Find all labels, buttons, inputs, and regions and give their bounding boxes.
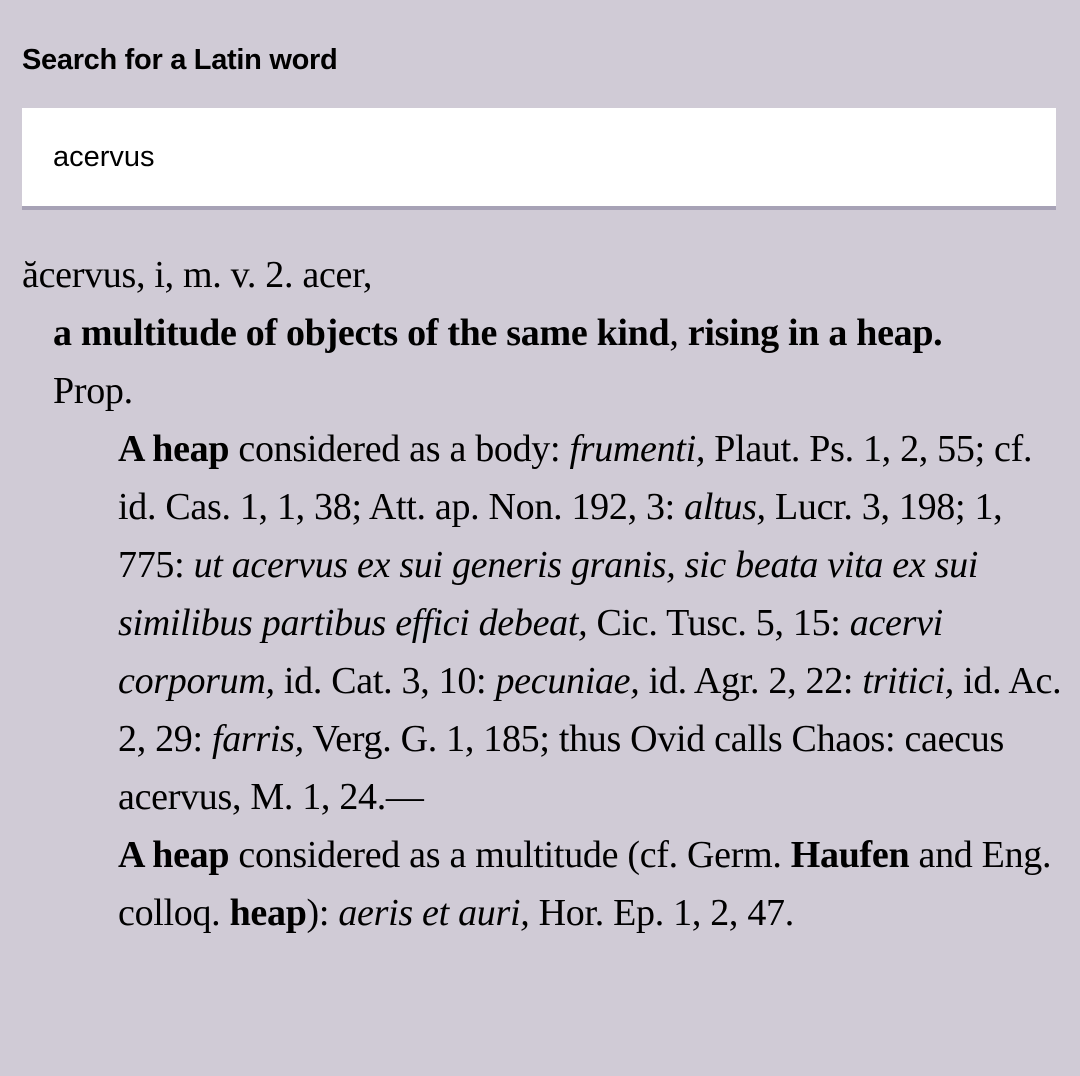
latin-citation: frumenti, (569, 428, 706, 470)
sense-label: Prop. (53, 370, 133, 412)
sense-text: id. Ac. 2, 29: (118, 660, 1062, 760)
latin-citation: aeris et auri, (338, 892, 530, 934)
sense-text: id. Cat. 3, 10: (274, 660, 496, 702)
sense-text: considered as a body: (229, 428, 570, 470)
sense-text: id. Agr. 2, 22: (639, 660, 863, 702)
sense-text: Plaut. Ps. 1, 2, 55; cf. id. Cas. 1, 1, 38; Att. ap. Non. 192, 3: (118, 428, 1033, 528)
sense-paragraph (22, 420, 1072, 826)
search-label: Search for a Latin word (22, 44, 338, 76)
definition-part: rising in a heap. (687, 312, 943, 354)
sense-text: Hor. Ep. 1, 2, 47. (529, 892, 794, 934)
bold-term: A heap (118, 428, 230, 470)
sense-text: ): (306, 892, 339, 934)
search-input[interactable] (22, 108, 1056, 210)
bold-term: A heap (118, 834, 230, 876)
sense-paragraph (22, 826, 1072, 942)
sense-text: Verg. G. 1, 185; thus Ovid calls Chaos: caecus acervus, M. 1, 24.— (118, 718, 1004, 818)
sense-text: Lucr. 3, 198; 1, 775: (118, 486, 1003, 586)
dictionary-entry (22, 246, 1072, 942)
definition-part: a multitude of objects of the same kind (53, 312, 670, 354)
definition-separator: , (669, 312, 688, 354)
bold-term: heap (229, 892, 307, 934)
sense-text: Cic. Tusc. 5, 15: (587, 602, 850, 644)
bold-term: Haufen (790, 834, 910, 876)
latin-citation: pecuniae, (495, 660, 640, 702)
sense-text: considered as a multitude (cf. Germ. (229, 834, 791, 876)
latin-citation: ut acervus ex sui generis granis, sic beata vita ex sui similibus partibus effici debeat, (118, 544, 979, 644)
definition (22, 304, 1072, 362)
latin-citation: acervi corporum, (118, 602, 943, 702)
latin-citation: altus, (684, 486, 766, 528)
sense-text: and Eng. colloq. (118, 834, 1052, 934)
latin-citation: farris, (211, 718, 304, 760)
headword-line: ăcervus, i, m. v. 2. acer, (22, 254, 373, 296)
latin-citation: tritici, (862, 660, 954, 702)
